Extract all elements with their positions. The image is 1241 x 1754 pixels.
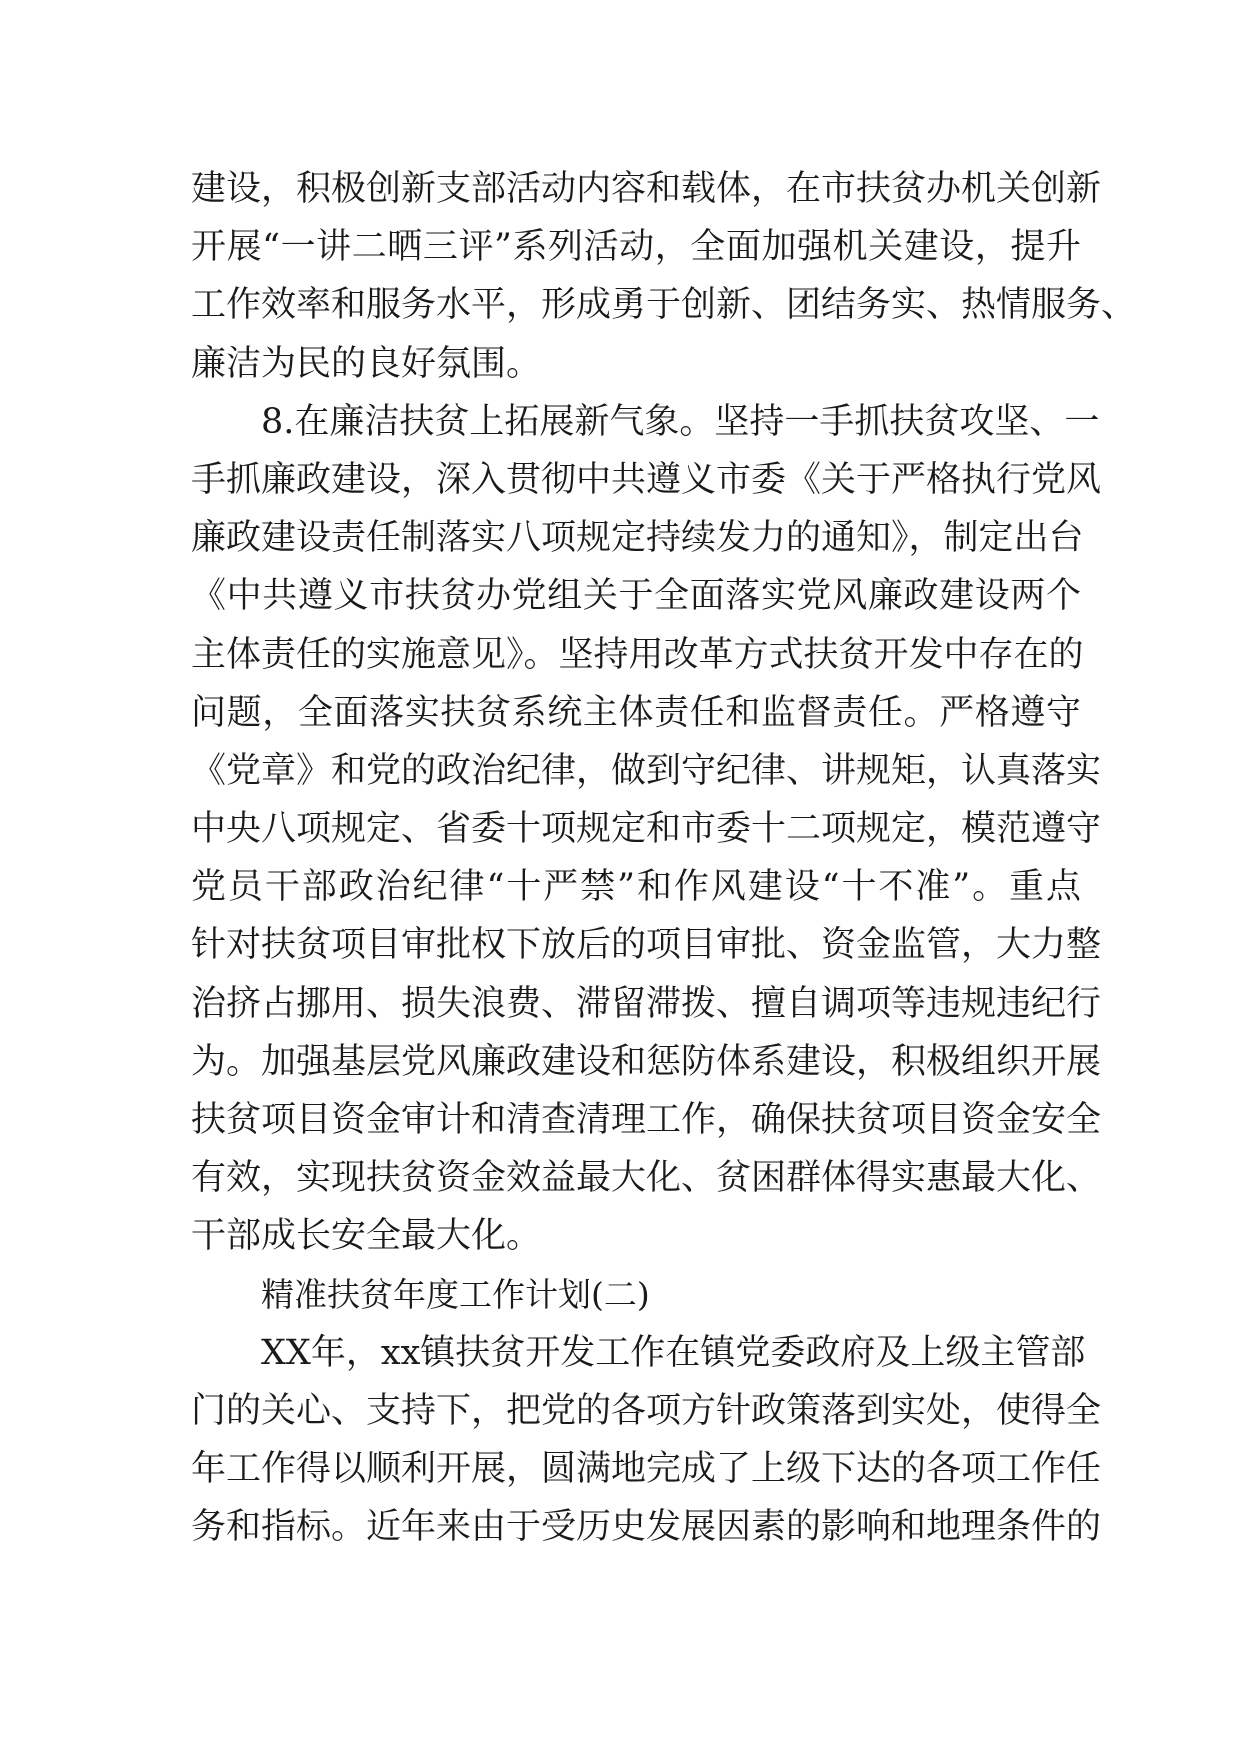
document-body	[191, 160, 1137, 1557]
text-line: 党员干部政治纪律“十严禁”和作风建设“十不准”。重点	[191, 867, 1081, 908]
section-heading: 精准扶贫年度工作计划(二)	[261, 1274, 650, 1314]
text-line: 针对扶贫项目审批权下放后的项目审批、资金监管，大力整	[191, 925, 1102, 966]
text-line: 8.在廉洁扶贫上拓展新气象。坚持一手抓扶贫攻坚、一	[261, 401, 1100, 442]
text-line: 有效，实现扶贫资金效益最大化、贫困群体得实惠最大化、	[191, 1158, 1102, 1199]
text-line: 年工作得以顺利开展，圆满地完成了上级下达的各项工作任	[191, 1449, 1102, 1490]
text-line: 主体责任的实施意见》。坚持用改革方式扶贫开发中存在的	[191, 634, 1084, 675]
text-line: 建设，积极创新支部活动内容和载体，在市扶贫办机关创新	[191, 169, 1102, 209]
text-line: 门的关心、支持下，把党的各项方针政策落到实处，使得全	[191, 1390, 1102, 1431]
text-line: 廉洁为民的良好氛围。	[191, 343, 542, 384]
text-line: 开展“一讲二晒三评”系列活动，全面加强机关建设，提升	[191, 227, 1081, 268]
text-line: 廉政建设责任制落实八项规定持续发力的通知》，制定出台	[191, 518, 1084, 559]
text-line: 中央八项规定、省委十项规定和市委十二项规定，模范遵守	[191, 809, 1102, 850]
text-line: 治挤占挪用、损失浪费、滞留滞拨、擅自调项等违规违纪行	[191, 983, 1102, 1024]
text-line: 干部成长安全最大化。	[191, 1216, 542, 1257]
text-line: 《中共遵义市扶贫办党组关于全面落实党风廉政建设两个	[191, 576, 1081, 617]
text-line: 问题，全面落实扶贫系统主体责任和监督责任。严格遵守	[191, 692, 1081, 733]
text-line: 手抓廉政建设，深入贯彻中共遵义市委《关于严格执行党风	[191, 459, 1102, 500]
text-line: 为。加强基层党风廉政建设和惩防体系建设，积极组织开展	[191, 1041, 1102, 1082]
text-line: XX年，xx镇扶贫开发工作在镇党委政府及上级主管部	[261, 1332, 1086, 1373]
text-line: 工作效率和服务水平，形成勇于创新、团结务实、热情服务、	[191, 285, 1137, 326]
text-line: 务和指标。近年来由于受历史发展因素的影响和地理条件的	[191, 1507, 1102, 1548]
text-line: 《党章》和党的政治纪律，做到守纪律、讲规矩，认真落实	[191, 750, 1102, 791]
text-line: 扶贫项目资金审计和清查清理工作，确保扶贫项目资金安全	[191, 1100, 1102, 1140]
